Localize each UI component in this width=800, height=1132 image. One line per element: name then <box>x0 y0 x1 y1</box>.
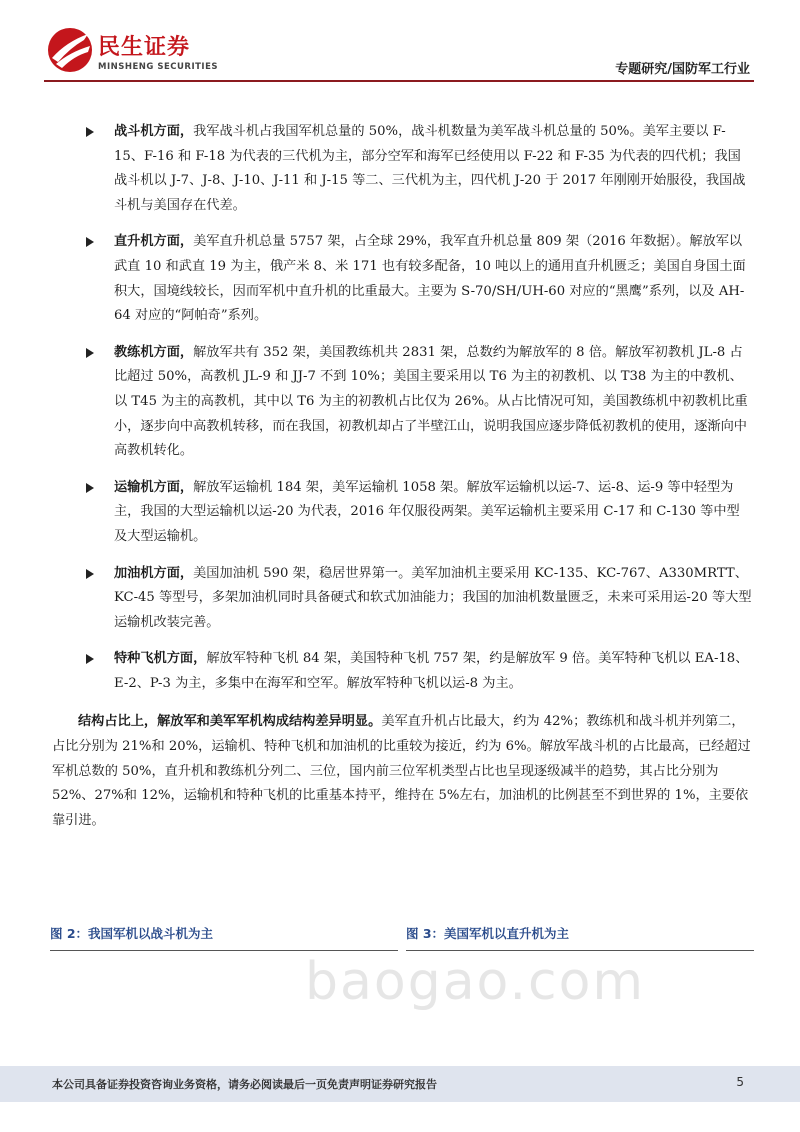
figure-3-caption: 图 3：美国军机以直升机为主 <box>406 920 754 951</box>
bullet-transports <box>52 476 752 550</box>
logo-subtitle: MINSHENG SECURITIES <box>98 62 218 72</box>
bullet-title: 直升机方面， <box>114 234 194 250</box>
page-number: 5 <box>736 1075 744 1089</box>
bullet-trainers <box>52 341 752 464</box>
bullet-text: 解放军共有 352 架，美国教练机共 2831 架，总数约为解放军的 8 倍。解放军初教机 JL-8 占比超过 50%，高教机 JL-9 和 JJ-7 不到 10%；美国主要采用以 T6 为主的初教机、以 T38 为主的中教机、以 T45 为主的高教机，其中以 T6 为主的初教机占比仅为 26%。从占比情况可知，美国教练机中初教机比重小，逐步向中高教机转移，而在我国，初教机却占了半壁江山，说明我国应逐步降低初教机的使用，逐渐向中高教机转化。 <box>114 344 748 459</box>
bullet-helicopters <box>52 230 752 328</box>
bullet-title: 特种飞机方面， <box>114 651 207 667</box>
page-footer <box>0 1066 800 1102</box>
figure-2-caption: 图 2：我国军机以战斗机为主 <box>50 920 398 951</box>
bullet-arrow-icon <box>86 483 94 493</box>
page-header <box>0 0 800 82</box>
bullet-text: 解放军运输机 184 架，美军运输机 1058 架。解放军运输机以运-7、运-8、运-9 等中轻型为主，我国的大型运输机以运-20 为代表，2016 年仅服役两架。美军运输机主要采用 C-17 和 C-130 等中型及大型运输机。 <box>114 479 740 544</box>
bullet-title: 加油机方面， <box>114 565 194 581</box>
summary-paragraph <box>52 710 752 833</box>
header-divider <box>44 80 754 82</box>
report-body <box>52 120 752 833</box>
logo-name: 民生证券 <box>98 35 191 60</box>
bullet-tankers <box>52 562 752 636</box>
bullet-text: 美军直升机总量 5757 架，占全球 29%，我军直升机总量 809 架（2016 年数据）。解放军以武直 10 和武直 19 为主，俄产米 8、米 171 也有较多配备，10 吨以上的通用直升机匮乏；美国自身国土面积大，国境线较长，因而军机中直升机的比重最大。主要为 S-70/SH/UH-60 对应的“黑鹰”系列，以及 AH-64 对应的“阿帕奇”系列。 <box>114 234 746 324</box>
footer-disclaimer: 本公司具备证券投资咨询业务资格，请务必阅读最后一页免责声明证券研究报告 <box>52 1078 437 1091</box>
bullet-special-aircraft <box>52 647 752 696</box>
bullet-arrow-icon <box>86 348 94 358</box>
bullet-text: 解放军特种飞机 84 架，美国特种飞机 757 架，约是解放军 9 倍。美军特种飞机以 EA-18、E-2、P-3 为主，多集中在海军和空军。解放军特种飞机以运-8 为主。 <box>114 651 749 691</box>
report-category: 专题研究/国防军工行业 <box>615 62 750 77</box>
watermark: baogao.com <box>305 952 646 1012</box>
bullet-arrow-icon <box>86 569 94 579</box>
bullet-title: 战斗机方面， <box>114 124 194 139</box>
summary-lead: 结构占比上，解放军和美军军机构成结构差异明显。 <box>78 714 382 730</box>
bullet-arrow-icon <box>86 654 94 664</box>
bullet-fighters <box>52 120 752 218</box>
bullet-arrow-icon <box>86 127 94 137</box>
bullet-title: 教练机方面， <box>114 344 194 360</box>
bullet-arrow-icon <box>86 237 94 247</box>
bullet-title: 运输机方面， <box>114 479 194 495</box>
bullet-text: 我军战斗机占我国军机总量的 50%，战斗机数量为美军战斗机总量的 50%。美军主要以 F-15、F-16 和 F-18 为代表的三代机为主，部分空军和海军已经使用以 F-22 和 F-35 为代表的四代机；我国战斗机以 J-7、J-8、J-10、J-11 和 J-15 等二、三代机为主，四代机 J-20 于 2017 年刚刚开始服役，我国战斗机与美国存在代差。 <box>114 124 746 213</box>
summary-text: 美军直升机占比最大，约为 42%；教练机和战斗机并列第二，占比分别为 21%和 20%，运输机、特种飞机和加油机的比重较为接近，约为 6%。解放军战斗机的占比最高，已经超过军机总数的 50%，直升机和教练机分列二、三位，国内前三位军机类型占比也呈现逐级减半的趋势，其占比分别为 52%、27%和 12%，运输机和特种飞机的比重基本持平，维持在 5%左右，加油机的比例甚至不到世界的 1%，主要依靠引进。 <box>52 714 751 828</box>
bullet-text: 美国加油机 590 架，稳居世界第一。美军加油机主要采用 KC-135、KC-767、A330MRTT、KC-45 等型号，多架加油机同时具备硬式和软式加油能力；我国的加油机数量匮乏，未来可采用运-20 等大型运输机改装完善。 <box>114 565 752 630</box>
